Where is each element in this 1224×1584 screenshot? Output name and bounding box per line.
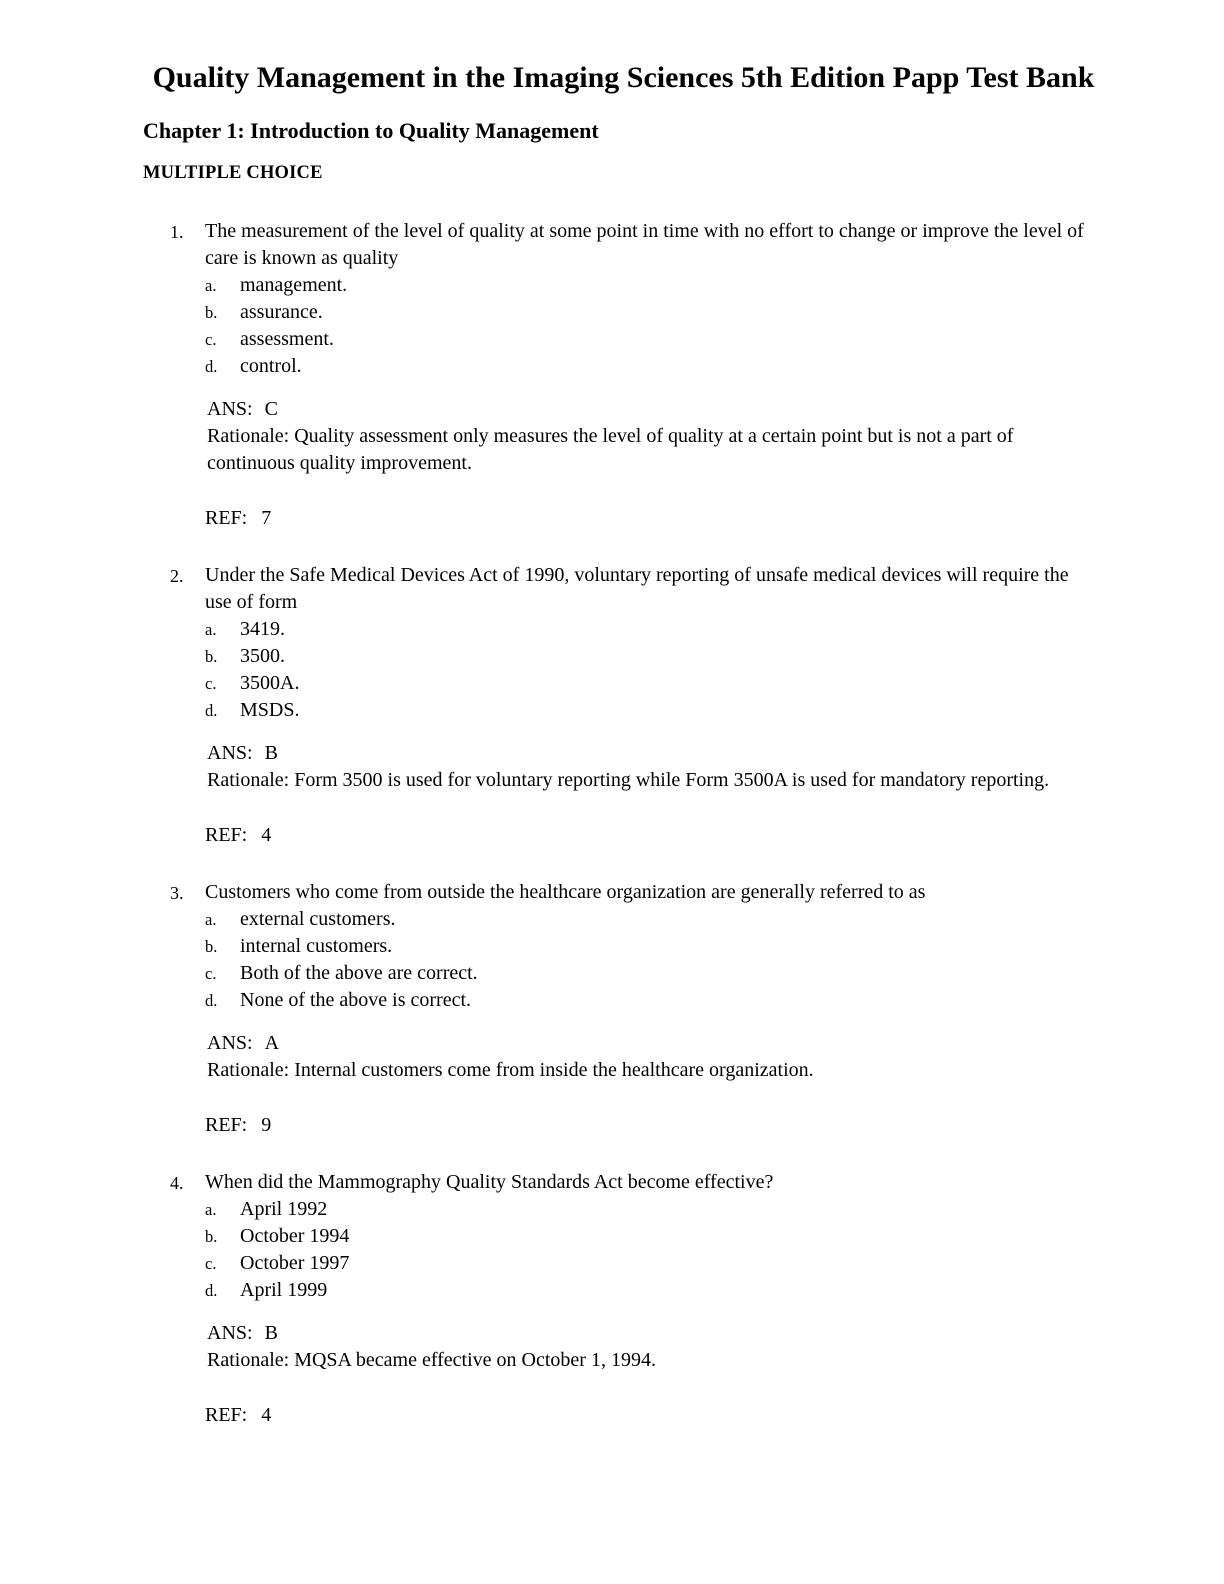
reference-label: REF: bbox=[205, 1114, 248, 1137]
option-row bbox=[205, 272, 1104, 299]
option-letter: d. bbox=[205, 357, 218, 377]
option-letter: b. bbox=[205, 647, 218, 667]
option-text: 3500. bbox=[240, 645, 285, 668]
option-text: None of the above is correct. bbox=[240, 989, 472, 1012]
option-row bbox=[205, 1196, 1104, 1223]
rationale-wrap bbox=[207, 423, 1104, 477]
option-letter: b. bbox=[205, 937, 218, 957]
option-row bbox=[205, 616, 1104, 643]
rationale-text: Rationale: Internal customers come from inside the healthcare organization. bbox=[207, 1059, 814, 1082]
question-row bbox=[170, 562, 1104, 616]
answer-line bbox=[207, 740, 1104, 767]
option-row bbox=[205, 1223, 1104, 1250]
reference-label: REF: bbox=[205, 1404, 248, 1427]
question-block bbox=[143, 1169, 1104, 1429]
option-row bbox=[205, 299, 1104, 326]
option-row bbox=[205, 960, 1104, 987]
question-block bbox=[143, 562, 1104, 849]
question-number: 2. bbox=[170, 566, 184, 587]
answer-label: ANS: bbox=[207, 1322, 253, 1345]
option-text: April 1992 bbox=[240, 1198, 328, 1221]
question-row bbox=[170, 1169, 1104, 1196]
answer-section bbox=[207, 1030, 1104, 1084]
question-block bbox=[143, 879, 1104, 1139]
rationale-text: Rationale: MQSA became effective on October 1, 1994. bbox=[207, 1349, 656, 1372]
questions-list bbox=[143, 218, 1104, 1429]
option-row bbox=[205, 1250, 1104, 1277]
answer-value: C bbox=[264, 398, 278, 421]
chapter-heading: Chapter 1: Introduction to Quality Management bbox=[143, 117, 599, 143]
option-letter: a. bbox=[205, 276, 217, 296]
answer-value: B bbox=[264, 1322, 278, 1345]
answer-value: B bbox=[264, 742, 278, 765]
option-letter: c. bbox=[205, 674, 217, 694]
option-text: Both of the above are correct. bbox=[240, 962, 478, 985]
question-number: 3. bbox=[170, 883, 184, 904]
option-row bbox=[205, 670, 1104, 697]
option-text: MSDS. bbox=[240, 699, 300, 722]
option-text: control. bbox=[240, 355, 302, 378]
option-text: internal customers. bbox=[240, 935, 393, 958]
option-text: 3419. bbox=[240, 618, 285, 641]
option-row bbox=[205, 643, 1104, 670]
option-letter: a. bbox=[205, 620, 217, 640]
option-row bbox=[205, 906, 1104, 933]
option-text: October 1997 bbox=[240, 1252, 350, 1275]
rationale-wrap bbox=[207, 767, 1104, 794]
option-letter: a. bbox=[205, 1200, 217, 1220]
option-text: assessment. bbox=[240, 328, 334, 351]
option-letter: c. bbox=[205, 1254, 217, 1274]
rationale-text: Rationale: Quality assessment only measures the level of quality at a certain point but is not a part of continuous quality improvement. bbox=[207, 425, 1014, 475]
section-heading: MULTIPLE CHOICE bbox=[143, 163, 323, 184]
rationale-text: Rationale: Form 3500 is used for voluntary reporting while Form 3500A is used for mandatory reporting. bbox=[207, 769, 1050, 792]
answer-label: ANS: bbox=[207, 398, 253, 421]
document-title: Quality Management in the Imaging Sciences 5th Edition Papp Test Bank bbox=[152, 61, 1095, 94]
options-list bbox=[205, 1196, 1104, 1304]
answer-value: A bbox=[264, 1032, 280, 1055]
rationale-wrap bbox=[207, 1057, 1104, 1084]
answer-line bbox=[207, 1030, 1104, 1057]
option-letter: d. bbox=[205, 1281, 218, 1301]
option-letter: d. bbox=[205, 991, 218, 1011]
option-row bbox=[205, 697, 1104, 724]
option-text: assurance. bbox=[240, 301, 323, 324]
options-list bbox=[205, 272, 1104, 380]
reference-line bbox=[205, 1112, 1104, 1139]
option-text: 3500A. bbox=[240, 672, 300, 695]
option-row bbox=[205, 353, 1104, 380]
option-letter: b. bbox=[205, 1227, 218, 1247]
option-letter: d. bbox=[205, 701, 218, 721]
reference-label: REF: bbox=[205, 507, 248, 530]
answer-line bbox=[207, 396, 1104, 423]
question-row bbox=[170, 879, 1104, 906]
reference-value: 9 bbox=[261, 1114, 272, 1137]
answer-label: ANS: bbox=[207, 1032, 253, 1055]
option-letter: c. bbox=[205, 964, 217, 984]
option-letter: a. bbox=[205, 910, 217, 930]
question-number: 4. bbox=[170, 1173, 184, 1194]
question-text: The measurement of the level of quality at some point in time with no effort to change or improve the level of care is known as quality bbox=[205, 220, 1084, 270]
reference-line bbox=[205, 822, 1104, 849]
options-list bbox=[205, 616, 1104, 724]
option-row bbox=[205, 326, 1104, 353]
answer-section bbox=[207, 740, 1104, 794]
reference-line bbox=[205, 1402, 1104, 1429]
answer-label: ANS: bbox=[207, 742, 253, 765]
answer-section bbox=[207, 1320, 1104, 1374]
option-row bbox=[205, 987, 1104, 1014]
question-row bbox=[170, 218, 1104, 272]
question-number: 1. bbox=[170, 222, 184, 243]
option-row bbox=[205, 1277, 1104, 1304]
options-list bbox=[205, 906, 1104, 1014]
option-letter: b. bbox=[205, 303, 218, 323]
question-text: Under the Safe Medical Devices Act of 1990, voluntary reporting of unsafe medical devices will require the use of form bbox=[205, 564, 1069, 614]
answer-line bbox=[207, 1320, 1104, 1347]
option-text: October 1994 bbox=[240, 1225, 350, 1248]
question-text: When did the Mammography Quality Standards Act become effective? bbox=[205, 1171, 774, 1194]
reference-value: 7 bbox=[261, 507, 272, 530]
option-text: April 1999 bbox=[240, 1279, 328, 1302]
reference-line bbox=[205, 505, 1104, 532]
option-letter: c. bbox=[205, 330, 217, 350]
question-text: Customers who come from outside the healthcare organization are generally referred to as bbox=[205, 881, 926, 904]
option-text: management. bbox=[240, 274, 348, 297]
option-row bbox=[205, 933, 1104, 960]
question-block bbox=[143, 218, 1104, 532]
reference-value: 4 bbox=[261, 1404, 272, 1427]
option-text: external customers. bbox=[240, 908, 396, 931]
answer-section bbox=[207, 396, 1104, 477]
rationale-wrap bbox=[207, 1347, 1104, 1374]
reference-value: 4 bbox=[261, 824, 272, 847]
reference-label: REF: bbox=[205, 824, 248, 847]
